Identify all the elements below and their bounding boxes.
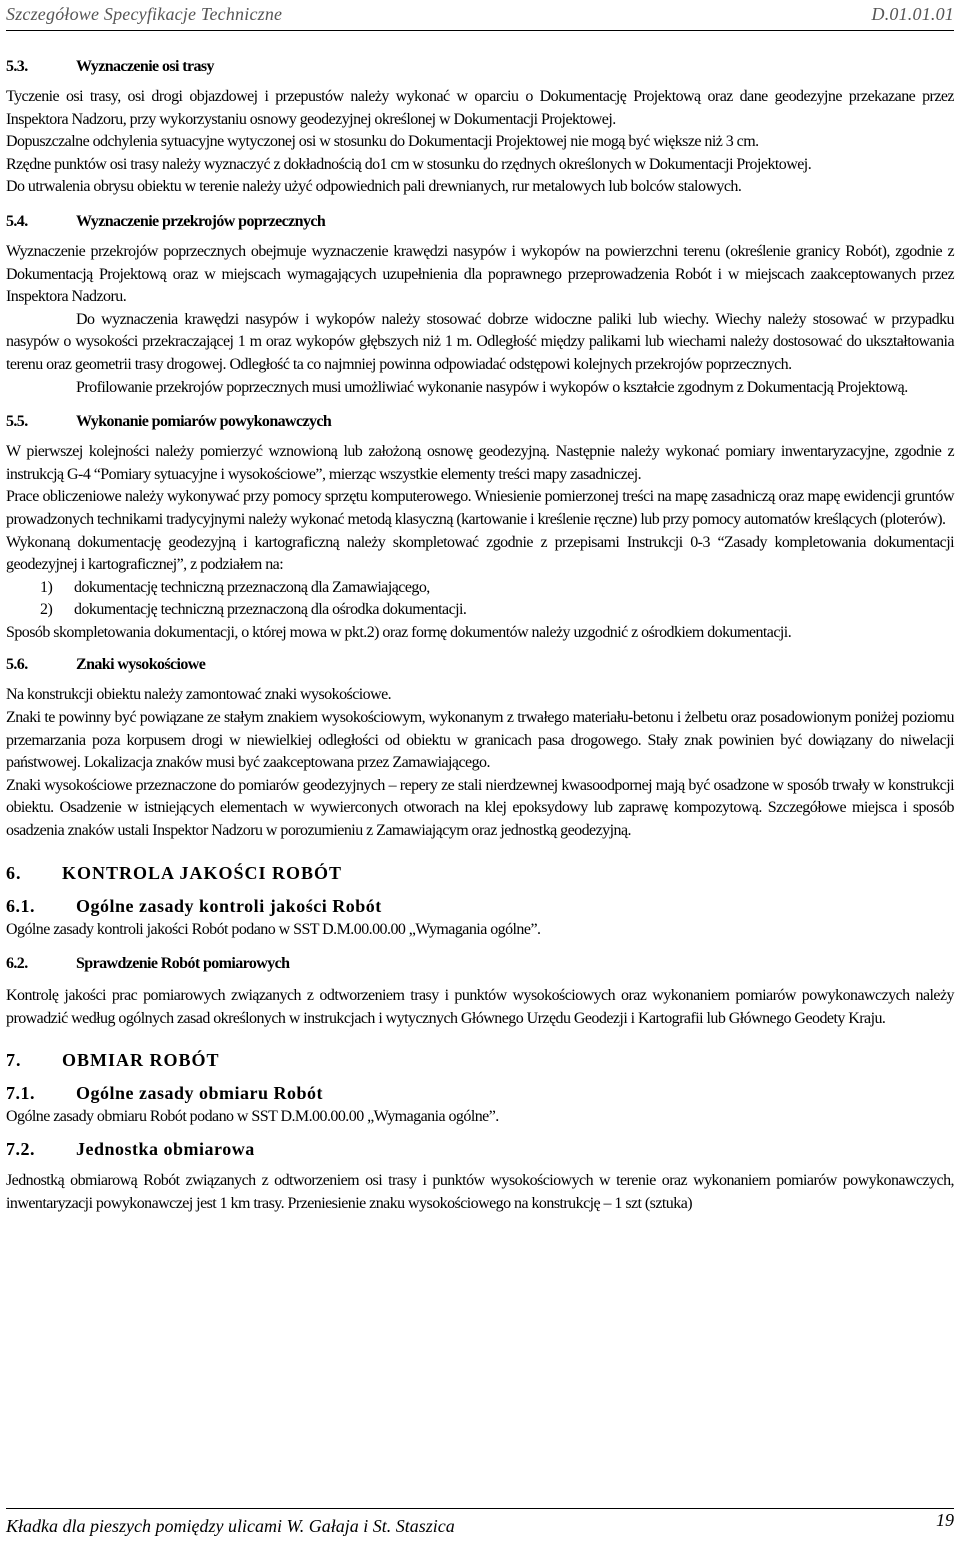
paragraph: Ogólne zasady obmiaru Robót podano w SST D.M.00.00.00 „Wymagania ogólne”. xyxy=(6,1108,499,1126)
paragraph: Wyznaczenie przekrojów poprzecznych obejmuje wyznaczenie krawędzi nasypów i wykopów na powierzchni terenu (określenie granicy Robót), zgodnie z Dokumentacją Projektową oraz w miejscach wymagających uzupełnienia dla poprawnego przeprowadzenia Robót i w miejscach zaakceptowanych przez Inspektora Nadzoru. xyxy=(6,242,954,306)
header-title: Szczegółowe Specyfikacje Techniczne xyxy=(6,4,283,24)
paragraph: Wykonaną dokumentację geodezyjną i kartograficzną należy skompletować zgodnie z przepisami Instrukcji 0-3 “Zasady kompletowania dokumentacji geodezyjnej i kartograficznej”, z podziałem na: xyxy=(6,533,954,574)
paragraph: Znaki wysokościowe przeznaczone do pomiarów geodezyjnych – repery ze stali nierdzewnej kwasoodpornej mają być osadzone w sposób trwały w konstrukcji obiektu. Osadzenie w istniejących elementach w wywierconych otworach na klej epoksydowy lub zaprawę kompozytową. Szczegółowe miejsca i sposób osadzenia znaków ustali Inspektor Nadzoru w porozumieniu z Zamawiającym oraz jednostką geodezyjną. xyxy=(6,776,954,840)
paragraph: Profilowanie przekrojów poprzecznych musi umożliwiać wykonanie nasypów i wykopów o kształcie zgodnym z Dokumentacją Projektową. xyxy=(76,378,908,396)
section-heading-5-4: 5.4. Wyznaczenie przekrojów poprzecznych xyxy=(6,212,326,230)
paragraph: Prace obliczeniowe należy wykonywać przy pomocy sprzętu komputerowego. Wniesienie pomierzonej treści na mapę zasadniczą oraz mapę ewidencji gruntów prowadzonych technikami tradycyjnymi należy wykonać metodą klasyczną (kartowanie i kreślenie ręczne) lub przy pomocy automatów kreślących (ploterów). xyxy=(6,488,954,528)
footer-title: Kładka dla pieszych pomiędzy ulicami W. Gałaja i St. Staszica xyxy=(6,1516,455,1536)
paragraph: Do wyznaczenia krawędzi nasypów i wykopów należy stosować dobrze widoczne paliki lub wiechy. Wiechy należy stosować w przypadku nasypów o wysokości przekraczającej 1 m oraz wykopów głębszych niż 1 m. Odległość między palikami lub wiechami należy dostosować do ukształtowania terenu oraz geometrii trasy drogowej. Odległość ta co najmniej powinna odpowiadać odstępowi kolejnych przekrojów poprzecznych. xyxy=(6,310,954,373)
page-number: 19 xyxy=(936,1510,954,1530)
section-heading-5-3: 5.3. Wyznaczenie osi trasy xyxy=(6,58,214,75)
page-footer xyxy=(6,1508,954,1537)
document-body xyxy=(6,58,954,1215)
list-item: 1) dokumentację techniczną przeznaczoną dla Zamawiającego, xyxy=(40,578,430,596)
chapter-heading-6: 6. KONTROLA JAKOŚCI ROBÓT xyxy=(6,862,343,883)
section-heading-7-1: 7.1. Ogólne zasady obmiaru Robót xyxy=(6,1083,324,1104)
paragraph: Jednostką obmiarową Robót związanych z odtworzeniem osi trasy i punktów wysokościowych w terenie oraz wykonaniem pomiarów powykonawczych, inwentaryzacji powykonawczej jest 1 km trasy. Przeniesienie znaku wysokościowego na konstrukcję – 1 szt (sztuka) xyxy=(6,1172,954,1212)
paragraph: Do utrwalenia obrysu obiektu w terenie należy użyć odpowiednich pali drewnianych, rur metalowych lub bolców stalowych. xyxy=(6,178,742,196)
section-heading-6-1: 6.1. Ogólne zasady kontroli jakości Robót xyxy=(6,895,382,916)
paragraph: Rzędne punktów osi trasy należy wyznaczyć z dokładnością do1 cm w stosunku do rzędnych określonych w Dokumentacji Projektowej. xyxy=(6,155,812,173)
list-item: 2) dokumentację techniczną przeznaczoną dla ośrodka dokumentacji. xyxy=(40,601,467,619)
section-heading-7-2: 7.2. Jednostka obmiarowa xyxy=(6,1139,255,1159)
page-header xyxy=(6,4,954,31)
paragraph: Sposób skompletowania dokumentacji, o której mowa w pkt.2) oraz formę dokumentów należy uzgodnić z ośrodkiem dokumentacji. xyxy=(6,623,792,641)
paragraph: Tyczenie osi trasy, osi drogi objazdowej i przepustów należy wykonać w oparciu o Dokumentację Projektową oraz dane geodezyjne przekazane przez Inspektora Nadzoru, przy wykorzystaniu osnowy geodezyjnej określonej w Dokumentacji Projektowej. xyxy=(6,88,954,128)
paragraph: Ogólne zasady kontroli jakości Robót podano w SST D.M.00.00.00 „Wymagania ogólne”. xyxy=(6,920,541,938)
paragraph: Kontrolę jakości prac pomiarowych związanych z odtworzeniem trasy i punktów wysokościowych oraz wykonaniem pomiarów powykonawczych należy prowadzić według ogólnych zasad określonych w instrukcjach i wytycznych Głównego Urzędu Geodezji i Kartografii lub Głównego Geodety Kraju. xyxy=(6,987,954,1027)
chapter-heading-7: 7. OBMIAR ROBÓT xyxy=(6,1050,220,1071)
paragraph: Na konstrukcji obiektu należy zamontować znaki wysokościowe. xyxy=(6,686,392,704)
header-code: D.01.01.01 xyxy=(871,4,954,24)
section-heading-5-5: 5.5. Wykonanie pomiarów powykonawczych xyxy=(6,413,332,431)
documentation-list xyxy=(6,577,954,622)
paragraph: W pierwszej kolejności należy pomierzyć wznowioną lub założoną osnowę geodezyjną. Następnie należy wykonać pomiary inwentaryzacyjne, zgodnie z instrukcją G-4 “Pomiary sytuacyjne i wysokościowe”, mierząc wszystkie elementy treści mapy zasadniczej. xyxy=(6,443,954,483)
section-heading-6-2: 6.2. Sprawdzenie Robót pomiarowych xyxy=(6,955,290,973)
paragraph: Dopuszczalne odchylenia sytuacyjne wytyczonej osi w stosunku do Dokumentacji Projektowej nie mogą być większe niż 3 cm. xyxy=(6,133,759,151)
paragraph: Znaki te powinny być powiązane ze stałym znakiem wysokościowym, wykonanym z trwałego materiału-betonu i żelbetu oraz posadowionym poniżej poziomu przemarzania poza korpusem drogi w niewielkiej odległości od obiektu w granicach pasa drogowego. Stały znak powinien być dowiązany do niwelacji państwowej. Lokalizacja znaków musi być zaakceptowana przez Zamawiającego. xyxy=(6,709,954,772)
section-heading-5-6: 5.6. Znaki wysokościowe xyxy=(6,656,206,674)
